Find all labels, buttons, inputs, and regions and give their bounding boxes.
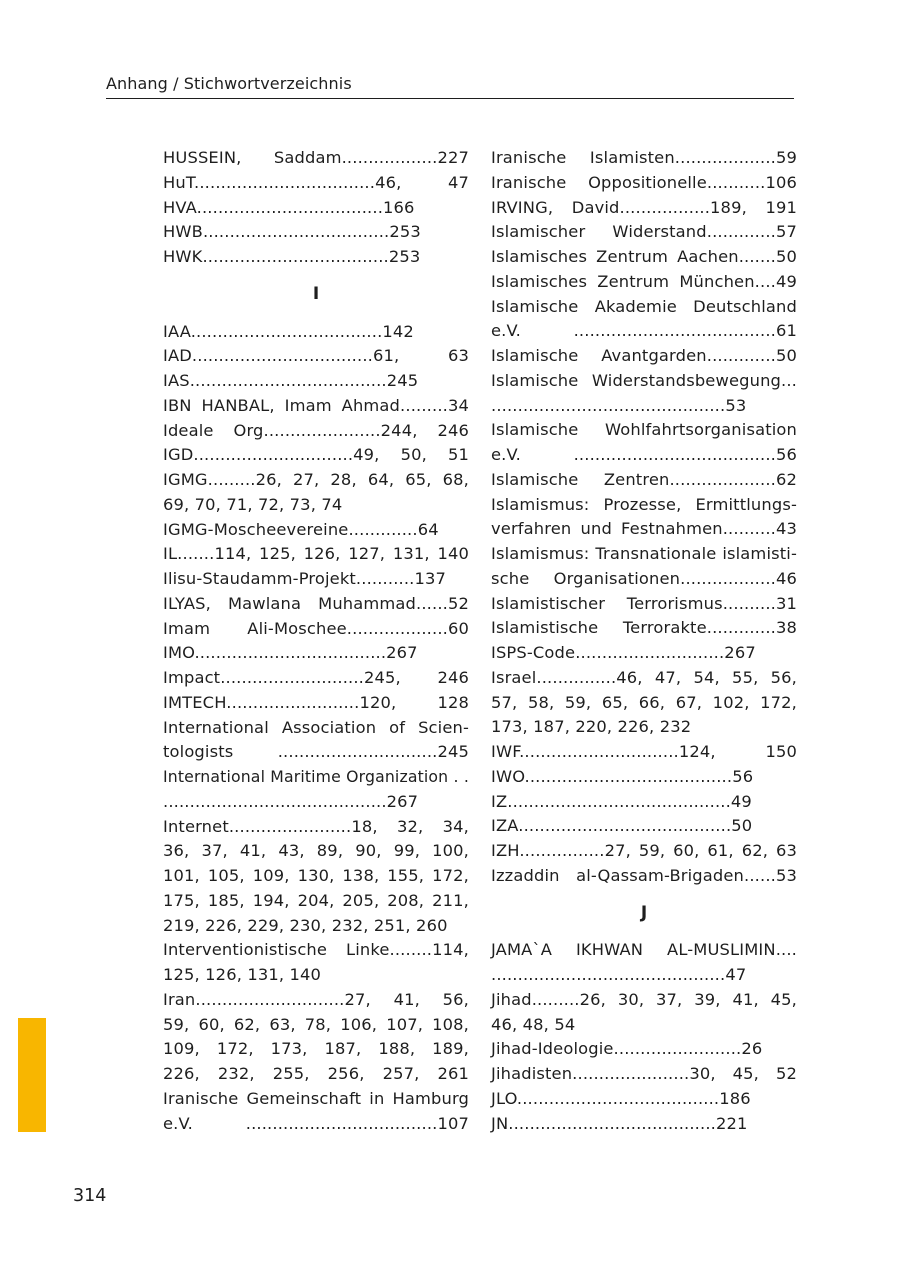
index-entry-line: IAS.....................................245 [163, 371, 419, 390]
index-entry-line: Islamische Zentren....................62 [491, 469, 797, 489]
index-entry-line: Islamismus: Prozesse, Ermittlungs- [491, 494, 797, 514]
index-entry-line: Islamisches Zentrum Aachen.......50 [491, 247, 797, 266]
index-entry-line: IAD..................................61, 63 [163, 346, 469, 366]
index-entry-line: Israel...............46, 47, 54, 55, 56, [491, 667, 797, 687]
index-entry-line: Jihad.........26, 30, 37, 39, 41, 45, [491, 989, 797, 1009]
index-entry-line: IZA........................................50 [491, 816, 753, 836]
index-entry-line: Iran............................27, 41, 56, [163, 989, 469, 1009]
index-entry-line: HWB...................................253 [163, 222, 421, 242]
page-number: 314 [73, 1186, 107, 1206]
index-entry-line: IRVING, David.................189, 191 [491, 197, 797, 217]
index-entry-line: Jihadisten......................30, 45, 52 [491, 1064, 797, 1083]
index-entry-line: Internet.......................18, 32, 34, [163, 816, 469, 836]
index-entry-line: HWK...................................253 [163, 247, 421, 266]
index-entry-line: 46, 48, 54 [491, 1014, 576, 1034]
index-entry-line: Izzaddin al-Qassam-Brigaden......53 [491, 865, 797, 885]
index-entry-line: Iranische Gemeinschaft in Hamburg [163, 1088, 469, 1108]
index-entry-line: ............................................47 [491, 965, 747, 984]
index-entry-line: Islamische Akademie Deutschland [491, 296, 797, 316]
index-entry-line: IL.......114, 125, 126, 127, 131, 140 [163, 544, 469, 564]
index-entry-line: HUSSEIN, Saddam..................227 [163, 148, 469, 167]
index-entry-line: Islamische Widerstandsbewegung... [491, 370, 797, 390]
index-entry-line: Islamismus: Transnationale islamisti- [491, 544, 797, 563]
index-entry-line: IMO....................................267 [163, 643, 418, 663]
index-entry-line: IWF..............................124, 150 [491, 742, 797, 761]
section-letter: J [640, 902, 648, 923]
index-entry-line: ..........................................267 [163, 791, 419, 811]
index-entry-line: IGMG-Moscheevereine.............64 [163, 519, 439, 539]
index-entry-line: IBN HANBAL, Imam Ahmad.........34 [163, 395, 469, 415]
index-entry-line: ............................................53 [491, 395, 747, 415]
index-entry-line: HVA...................................166 [163, 197, 415, 217]
index-entry-line: Ilisu-Staudamm-Projekt...........137 [163, 569, 447, 588]
index-entry-line: 173, 187, 220, 226, 232 [491, 717, 692, 737]
index-entry-line: Islamistische Terrorakte.............38 [491, 618, 797, 638]
index-entry-line: ILYAS, Mawlana Muhammad......52 [163, 593, 469, 613]
index-column-right [491, 146, 797, 1136]
index-entry-line: Interventionistische Linke........114, [163, 940, 469, 960]
header-rule [106, 98, 794, 99]
index-entry-line: verfahren und Festnahmen..........43 [491, 519, 797, 539]
index-entry-line: 101, 105, 109, 130, 138, 155, 172, [163, 866, 469, 885]
index-entry-line: Islamische Avantgarden.............50 [491, 346, 797, 365]
index-entry-line: Impact...........................245, 246 [163, 668, 469, 687]
index-entry-line: ISPS-Code............................267 [491, 643, 756, 662]
running-header: Anhang / Stichwortverzeichnis [106, 74, 352, 93]
index-entry-line: IWO.......................................56 [491, 766, 754, 786]
index-entry-line: 125, 126, 131, 140 [163, 965, 322, 984]
index-entry-line: e.V. ......................................61 [491, 321, 797, 341]
index-entry-line: 59, 60, 62, 63, 78, 106, 107, 108, [163, 1014, 469, 1034]
index-entry-line: Islamistischer Terrorismus..........31 [491, 593, 797, 613]
index-entry-line: International Association of Scien- [163, 717, 469, 737]
index-entry-line: 57, 58, 59, 65, 66, 67, 102, 172, [491, 692, 797, 712]
index-entry-line: IGMG.........26, 27, 28, 64, 65, 68, [163, 470, 469, 489]
index-entry-line: IZH................27, 59, 60, 61, 62, 63 [491, 841, 797, 860]
index-entry-line: IMTECH.........................120, 128 [163, 692, 469, 712]
index-entry-line: 175, 185, 194, 204, 205, 208, 211, [163, 890, 469, 910]
index-entry-line: IZ..........................................49 [491, 791, 752, 811]
index-entry-line: sche Organisationen..................46 [491, 568, 797, 588]
index-entry-line: Islamischer Widerstand.............57 [491, 222, 797, 242]
index-entry-line: Iranische Oppositionelle...........106 [491, 172, 797, 192]
index-entry-line: 69, 70, 71, 72, 73, 74 [163, 494, 343, 514]
index-entry-line: Ideale Org......................244, 246 [163, 420, 469, 440]
index-entry-line: tologists ..............................245 [163, 742, 469, 762]
index-column-left [163, 146, 469, 1136]
index-entry-line: International Maritime Organization . . [163, 767, 469, 786]
index-entry-line: 219, 226, 229, 230, 232, 251, 260 [163, 915, 448, 935]
chapter-tab-marker [18, 1018, 46, 1132]
index-entry-line: IAA....................................142 [163, 321, 414, 341]
index-entry-line: JN.......................................221 [491, 1113, 748, 1133]
index-entry-line: e.V. ....................................107 [163, 1113, 469, 1133]
index-entry-line: Islamische Wohlfahrtsorganisation [491, 420, 797, 440]
index-entry-line: Jihad-Ideologie........................26 [491, 1039, 763, 1059]
index-entry-line: e.V. ......................................56 [491, 445, 797, 464]
index-entry-line: 36, 37, 41, 43, 89, 90, 99, 100, [163, 841, 469, 861]
index-entry-line: Iranische Islamisten...................59 [491, 148, 797, 167]
index-entry-line: Imam Ali-Moschee...................60 [163, 618, 469, 638]
index-entry-line: IGD..............................49, 50, 51 [163, 445, 469, 465]
index-entry-line: 109, 172, 173, 187, 188, 189, [163, 1039, 469, 1059]
index-entry-line: JLO......................................186 [491, 1088, 751, 1108]
index-entry-line: HuT..................................46, 47 [163, 172, 469, 192]
index-entry-line: JAMA`A IKHWAN AL-MUSLIMIN.... [491, 940, 797, 960]
section-letter: I [312, 283, 320, 304]
index-entry-line: Islamisches Zentrum München....49 [491, 271, 797, 291]
index-entry-line: 226, 232, 255, 256, 257, 261 [163, 1064, 469, 1083]
